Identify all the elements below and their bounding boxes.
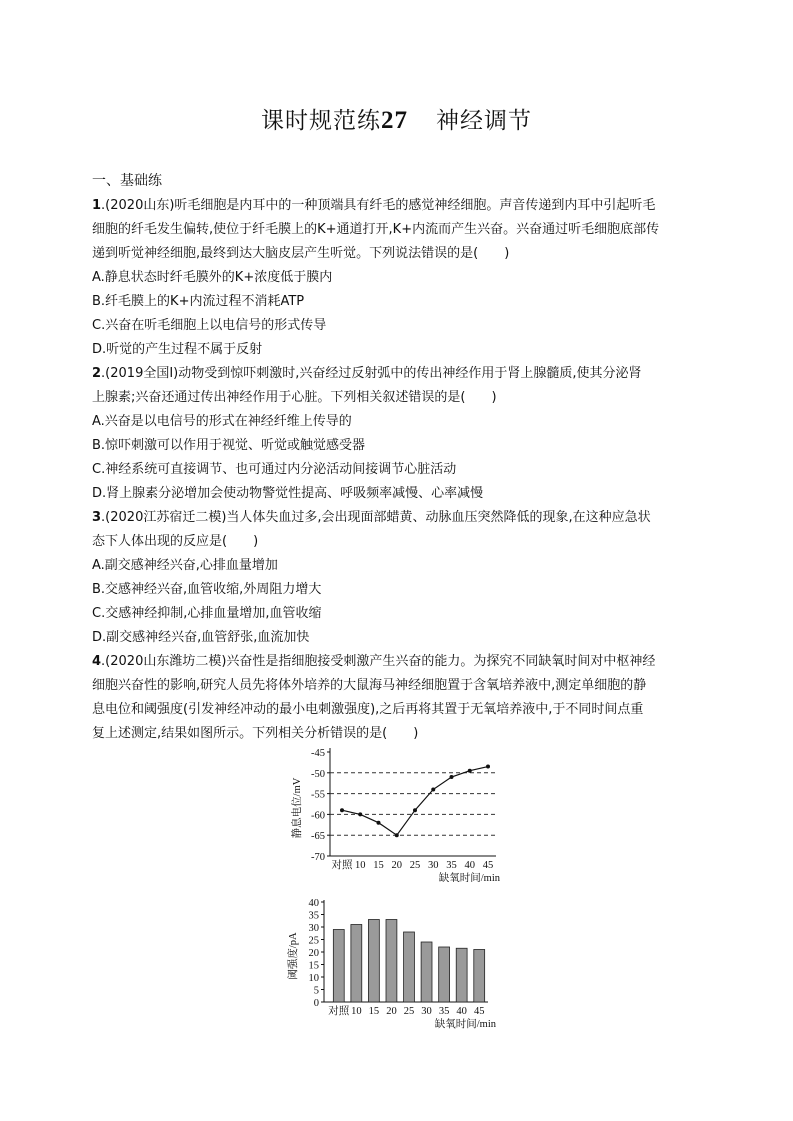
question-stem-line: 态下人体出现的反应是( ) [92, 534, 259, 549]
y-tick-label: 10 [308, 973, 319, 984]
data-point [450, 775, 454, 779]
option-a: A.兴奋是以电信号的形式在神经纤维上传导的 [92, 414, 352, 429]
y-tick-label: -45 [311, 748, 325, 759]
page-title [0, 102, 793, 135]
question-stem-line: 细胞的纤毛发生偏转,使位于纤毛膜上的K+通道打开,K+内流而产生兴奋。兴奋通过听毛细胞底部传 [92, 222, 660, 237]
y-tick-label: 5 [313, 985, 319, 997]
question-stem-line: 递到听觉神经细胞,最终到达大脑皮层产生听觉。下列说法错误的是( ) [92, 246, 510, 261]
title-number: 27 [381, 107, 408, 134]
option-d: D.副交感神经兴奋,血管舒张,血流加快 [92, 630, 310, 645]
question-stem-line [92, 506, 704, 530]
question-1 [92, 194, 704, 362]
data-point [468, 769, 472, 773]
question-3 [92, 506, 704, 650]
x-tick-label: 30 [428, 860, 439, 871]
x-axis-label: 缺氧时间/min [434, 1019, 496, 1030]
bar [333, 930, 344, 1003]
option-b: B.惊吓刺激可以作用于视觉、听觉或触觉感受器 [92, 438, 366, 453]
x-tick-label: 15 [368, 1006, 380, 1017]
bar [386, 920, 397, 1003]
x-tick-label: 20 [391, 860, 402, 871]
option-d: D.听觉的产生过程不属于反射 [92, 342, 263, 357]
data-point [358, 812, 362, 816]
x-tick-label: 对照 [331, 860, 353, 871]
option-c: C.交感神经抑制,心排血量增加,血管收缩 [92, 606, 322, 621]
question-stem-line [92, 362, 704, 386]
x-tick-label: 45 [482, 860, 494, 871]
x-tick-label: 30 [421, 1006, 432, 1017]
option-b: B.交感神经兴奋,血管收缩,外周阻力增大 [92, 582, 322, 597]
x-tick-label: 25 [403, 1006, 415, 1017]
y-tick-label: 40 [308, 898, 319, 909]
y-tick-label: 35 [308, 910, 319, 922]
question-2 [92, 362, 704, 506]
bar [368, 920, 379, 1003]
y-axis-label: 静息电位/mV [292, 777, 303, 839]
y-tick-label: -70 [311, 852, 325, 863]
question-stem-line: 上腺素;兴奋还通过传出神经作用于心脏。下列相关叙述错误的是( ) [92, 390, 497, 405]
x-tick-label: 对照 [328, 1006, 350, 1017]
x-axis-label: 缺氧时间/min [438, 873, 500, 882]
question-text: .(2020山东)听毛细胞是内耳中的一种顶端具有纤毛的感觉神经细胞。声音传递到内耳中引起听毛 [101, 198, 656, 213]
data-point [340, 808, 344, 812]
question-list [92, 194, 704, 746]
question-stem-line [92, 650, 704, 674]
title-main: 课时规范练 [261, 108, 381, 134]
option-c: C.兴奋在听毛细胞上以电信号的形式传导 [92, 318, 327, 333]
resting-potential-line-chart [278, 742, 508, 882]
question-text: .(2020江苏宿迁二模)当人体失血过多,会出现面部蜡黄、动脉血压突然降低的现象,在这种应急状 [101, 510, 651, 525]
x-tick-label: 35 [438, 1006, 450, 1017]
bar [439, 947, 450, 1002]
title-topic: 神经调节 [436, 108, 532, 134]
bar-chart-svg [278, 892, 508, 1032]
y-tick-label: -55 [311, 789, 325, 801]
y-tick-label: 20 [308, 948, 319, 959]
data-point [431, 787, 435, 791]
y-tick-label: -60 [311, 810, 325, 822]
bar [421, 942, 432, 1002]
bar [404, 932, 415, 1002]
data-point [395, 833, 399, 837]
x-tick-label: 40 [456, 1006, 467, 1017]
question-number: 3 [92, 510, 102, 525]
option-a: A.副交感神经兴奋,心排血量增加 [92, 558, 278, 573]
threshold-intensity-bar-chart [278, 892, 508, 1032]
bar [474, 950, 485, 1003]
question-number: 4 [92, 654, 102, 669]
y-axis-label: 阈强度/pA [288, 932, 299, 980]
y-tick-label: -65 [311, 831, 325, 843]
section-heading: 一、基础练 [92, 173, 162, 189]
y-tick-label: 25 [308, 935, 319, 947]
question-stem-line: 细胞兴奋性的影响,研究人员先将体外培养的大鼠海马神经细胞置于含氧培养液中,测定单细胞的静 [92, 678, 647, 693]
question-text: .(2020山东潍坊二模)兴奋性是指细胞接受刺激产生兴奋的能力。为探究不同缺氧时间对中枢神经 [101, 654, 656, 669]
x-tick-label: 10 [355, 860, 366, 871]
bar [456, 948, 467, 1002]
question-stem-line: 复上述测定,结果如图所示。下列相关分析错误的是( ) [92, 726, 419, 741]
x-tick-label: 40 [464, 860, 475, 871]
bar [351, 925, 362, 1003]
option-a: A.静息状态时纤毛膜外的K+浓度低于膜内 [92, 270, 333, 285]
question-stem-line [92, 194, 704, 218]
x-tick-label: 35 [446, 860, 457, 871]
data-point [486, 765, 490, 769]
y-tick-label: 15 [308, 960, 319, 972]
y-tick-label: 30 [308, 923, 319, 934]
y-tick-label: 0 [313, 998, 319, 1009]
question-4 [92, 650, 704, 746]
option-b: B.纤毛膜上的K+内流过程不消耗ATP [92, 294, 305, 309]
question-number: 1 [92, 198, 102, 213]
x-tick-label: 10 [351, 1006, 362, 1017]
option-d: D.肾上腺素分泌增加会使动物警觉性提高、呼吸频率减慢、心率减慢 [92, 486, 484, 501]
data-point [413, 808, 417, 812]
line-chart-svg [278, 742, 508, 882]
question-stem-line: 息电位和阈强度(引发神经冲动的最小电刺激强度),之后再将其置于无氧培养液中,于不同时间点重 [92, 702, 644, 717]
data-point [377, 821, 381, 825]
x-tick-label: 15 [373, 860, 384, 871]
x-tick-label: 20 [386, 1006, 397, 1017]
series-line [342, 767, 488, 836]
option-c: C.神经系统可直接调节、也可通过内分泌活动间接调节心脏活动 [92, 462, 457, 477]
question-text: .(2019全国Ⅰ)动物受到惊吓刺激时,兴奋经过反射弧中的传出神经作用于肾上腺髓质,使其分泌肾 [101, 366, 642, 381]
y-tick-label: -50 [311, 768, 325, 780]
x-tick-label: 45 [473, 1006, 485, 1017]
question-number: 2 [92, 366, 102, 381]
x-tick-label: 25 [409, 860, 421, 871]
